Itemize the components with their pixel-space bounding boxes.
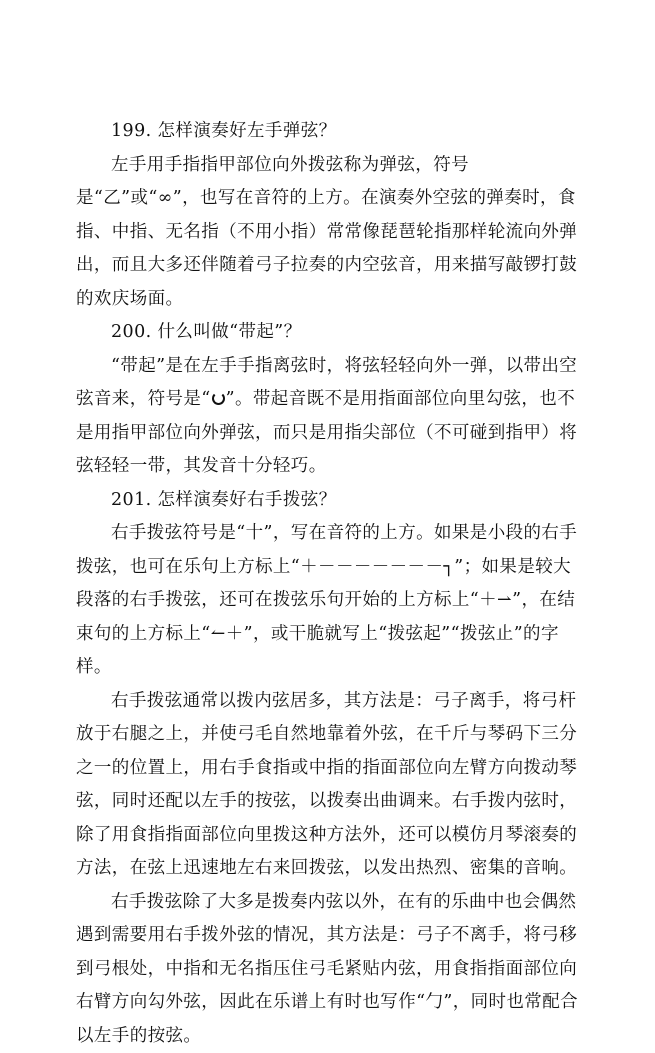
heading-200: 200. 什么叫做“带起”？ xyxy=(76,316,582,350)
daiqi-text-after: ”。带起音既不是用指面部位向里勾弦，也不是用指甲部位向外弹弦，而只是用指尖部位（不可碰到指甲）将弦轻轻一带，其发音十分轻巧。 xyxy=(76,389,577,476)
daiqi-text-before: “带起”是在左手手指离弦时，将弦轻轻向外一弹，以带出空弦音来，符号是“ xyxy=(76,356,577,410)
paragraph-199: 左手用手指指甲部位向外拨弦称为弹弦，符号是“乙”或“∞”，也写在音符的上方。在演奏外空弦的弹奏时，食指、中指、无名指（不用小指）常常像琵琶轮指那样轮流向外弹出，而且大多还伴随着弓子拉奏的内空弦音，用来描写敲锣打鼓的欢庆场面。 xyxy=(76,149,582,317)
hook-circle-icon xyxy=(212,392,225,405)
paragraph-201-2: 右手拨弦通常以拨内弦居多，其方法是：弓子离手，将弓杆放于右腿之上，并使弓毛自然地靠着外弦，在千斤与琴码下三分之一的位置上，用右手食指或中指的指面部位向左臂方向拨动琴弦，同时还配以左手的按弦，以拨奏出曲调来。右手拨内弦时，除了用食指指面部位向里拨这种方法外，还可以模仿月琴滚奏的方法，在弦上迅速地左右来回拨弦，以发出热烈、密集的音响。 xyxy=(76,685,582,886)
paragraph-200 xyxy=(76,350,582,484)
heading-199: 199. 怎样演奏好左手弹弦？ xyxy=(76,115,582,149)
paragraph-201-1: 右手拨弦符号是“十”，写在音符的上方。如果是小段的右手拨弦，也可在乐句上方标上“＋－－－－－－－┐”；如果是较大段落的右手拨弦，还可在拨弦乐句开始的上方标上“＋⇀”，在结束句的上方标上“↼＋”，或干脆就写上“拨弦起”“拨弦止”的字样。 xyxy=(76,517,582,685)
heading-201: 201. 怎样演奏好右手拨弦？ xyxy=(76,484,582,518)
paragraph-201-3: 右手拨弦除了大多是拨奏内弦以外，在有的乐曲中也会偶然遇到需要用右手拨外弦的情况，其方法是：弓子不离手，将弓移到弓根处，中指和无名指压住弓毛紧贴内弦，用食指指面部位向右臂方向勾外弦，因此在乐谱上有时也写作“勹”，同时也常配合以左手的按弦。 xyxy=(76,886,582,1053)
text-block xyxy=(76,115,582,1053)
